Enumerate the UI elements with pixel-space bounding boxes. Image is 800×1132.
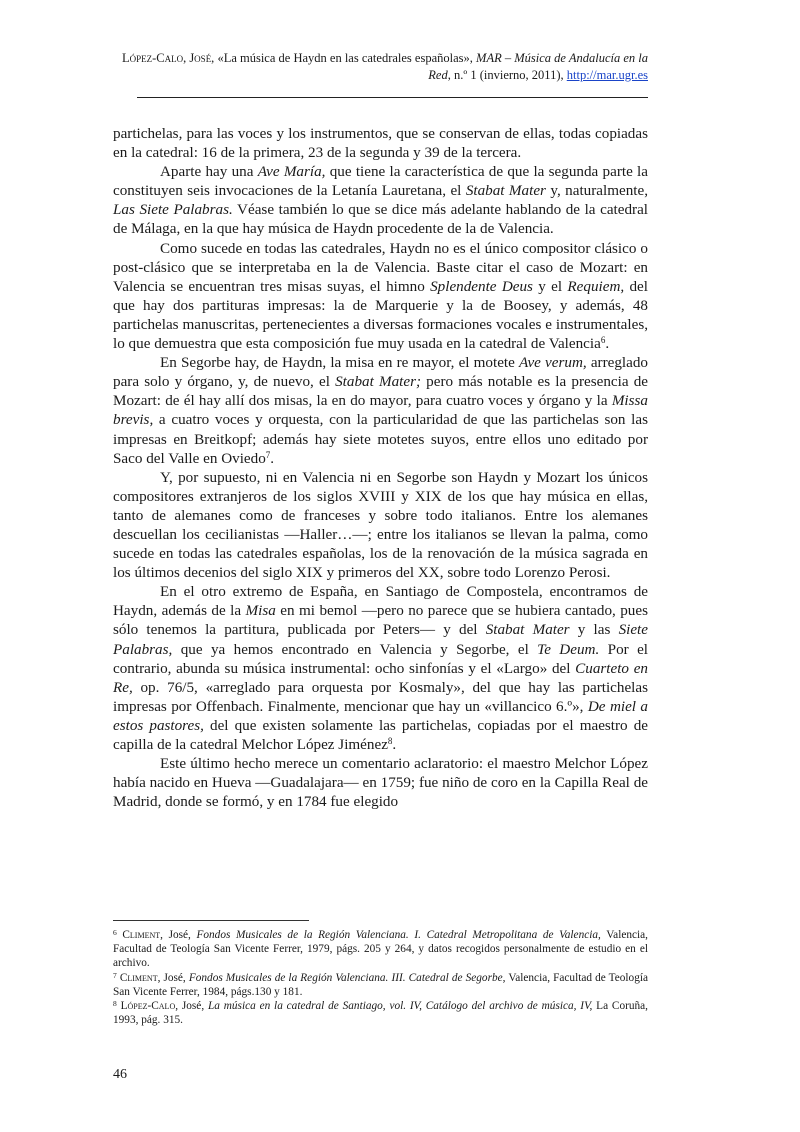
page-number: 46 xyxy=(113,1067,127,1082)
header-url-link[interactable]: http://mar.ugr.es xyxy=(566,68,648,82)
footnote-ref-6[interactable]: 6 xyxy=(600,335,606,346)
paragraph-5: Y, por supuesto, ni en Valencia ni en Segorbe son Haydn y Mozart los únicos compositores extranjeros de los siglos XVIII y XIX de los que hay música en ellas, tanto de alemanes como de franceses y sobre todo italianos. Entre los alemanes descuellan los cecilianistas —Haller…—; entre los italianos se llevan la palma, como sucede en todas las catedrales españolas, los de la renovación de la música sagrada en los últimos decenios del siglo XIX y primeros del XX, sobre todo Lorenzo Perosi. xyxy=(113,468,648,582)
footnote-8: $^8$ López-Calo, José, La música en la catedral de Santiago, vol. IV, Catálogo del archivo de música, IV, La Coruña, 1993, pág. 315. xyxy=(113,999,648,1027)
paragraph-6: En el otro extremo de España, en Santiago de Compostela, encontramos de Haydn, además de la Misa en mi bemol —pero no parece que se hubiera cantado, pues sólo tenemos la partitura, publicada por Peters— y del Stabat Mater y las Siete Palabras, que ya hemos encontrado en Valencia y Segorbe, el Te Deum. Por el contrario, abunda su música instrumental: ocho sinfonías y el «Largo» del Cuarteto en Re, op. 76/5, «arreglado para orquesta por Kosmaly», del que hay las partichelas impresas por Offenbach. Finalmente, mencionar que hay un «villancico 6.º», De miel a estos pastores, del que existen solamente las partichelas, copiadas por el maestro de capilla de la catedral Melchor López Jiménez$^8$. xyxy=(113,583,649,753)
paragraph-4: En Segorbe hay, de Haydn, la misa en re mayor, el motete Ave verum, arreglado para solo y órgano, y, de nuevo, el Stabat Mater; pero más notable es la presencia de Mozart: de él hay allí dos misas, la en do mayor, para cuatro voces y órgano y la Missa brevis, a cuatro voces y orquesta, con la particularidad de que las partichelas son las impresas en Breitkopf; además hay siete motetes suyos, entre ellos uno editado por Saco del Valle en Oviedo$^7$. xyxy=(113,354,649,467)
header-rule xyxy=(137,97,648,98)
footnote-7: $^7$ Climent, José, Fondos Musicales de la Región Valenciana. III. Catedral de Segorbe, Valencia, Facultad de Teología San Vicente Ferrer, 1984, págs.130 y 181. xyxy=(113,970,648,998)
body-text xyxy=(113,124,648,811)
paragraph-1: partichelas, para las voces y los instrumentos, que se conservan de ellas, todas copiadas en la catedral: 16 de la primera, 23 de la segunda y 39 de la tercera. xyxy=(113,125,648,162)
footnote-6: $^6$ Climent, José, Fondos Musicales de la Región Valenciana. I. Catedral Metropolitana de Valencia, Valencia, Facultad de Teología San Vicente Ferrer, 1979, págs. 205 y 264, y datos recogidos personalmente de estudio en el archivo. xyxy=(113,928,648,970)
paragraph-3: Como sucede en todas las catedrales, Haydn no es el único compositor clásico o post-clásico que se interpretaba en la de Valencia. Baste citar el caso de Mozart: en Valencia se encuentran tres misas suyas, el himno Splendente Deus y el Requiem, del que hay dos partituras impresas: la de Marquerie y la de Boosey, y además, 48 partichelas manuscritas, pertenecientes a diversas formaciones vocales e instrumentales, lo que demuestra que esta composición fue muy usada en la catedral de Valencia$^6$. xyxy=(113,239,648,353)
paragraph-2: Aparte hay una Ave María, que tiene la característica de que la segunda parte la constituyen seis invocaciones de la Letanía Lauretana, el Stabat Mater y, naturalmente, Las Siete Palabras. Véase también lo que se dice más adelante hablando de la catedral de Málaga, en la que hay música de Haydn procedente de la de Valencia. xyxy=(113,163,648,238)
footnote-rule xyxy=(113,920,309,921)
footnote-ref-8[interactable]: 8 xyxy=(387,736,393,746)
header-journal: MAR – Música de Andalucía en la Red xyxy=(428,51,648,82)
header-author: López-Calo, José, xyxy=(121,51,215,65)
footnote-ref-7[interactable]: 7 xyxy=(265,449,271,460)
header-article-title: «La música de Haydn en las catedrales españolas», xyxy=(214,51,477,65)
running-header xyxy=(113,50,648,84)
footnotes xyxy=(113,928,648,1027)
header-issue: , n.º 1 (invierno, 2011), xyxy=(447,68,567,82)
paragraph-7: Este último hecho merece un comentario aclaratorio: el maestro Melchor López había nacido en Hueva —Guadalajara— en 1759; fue niño de coro en la Capilla Real de Madrid, donde se formó, y en 1784 fue elegido xyxy=(113,755,648,811)
